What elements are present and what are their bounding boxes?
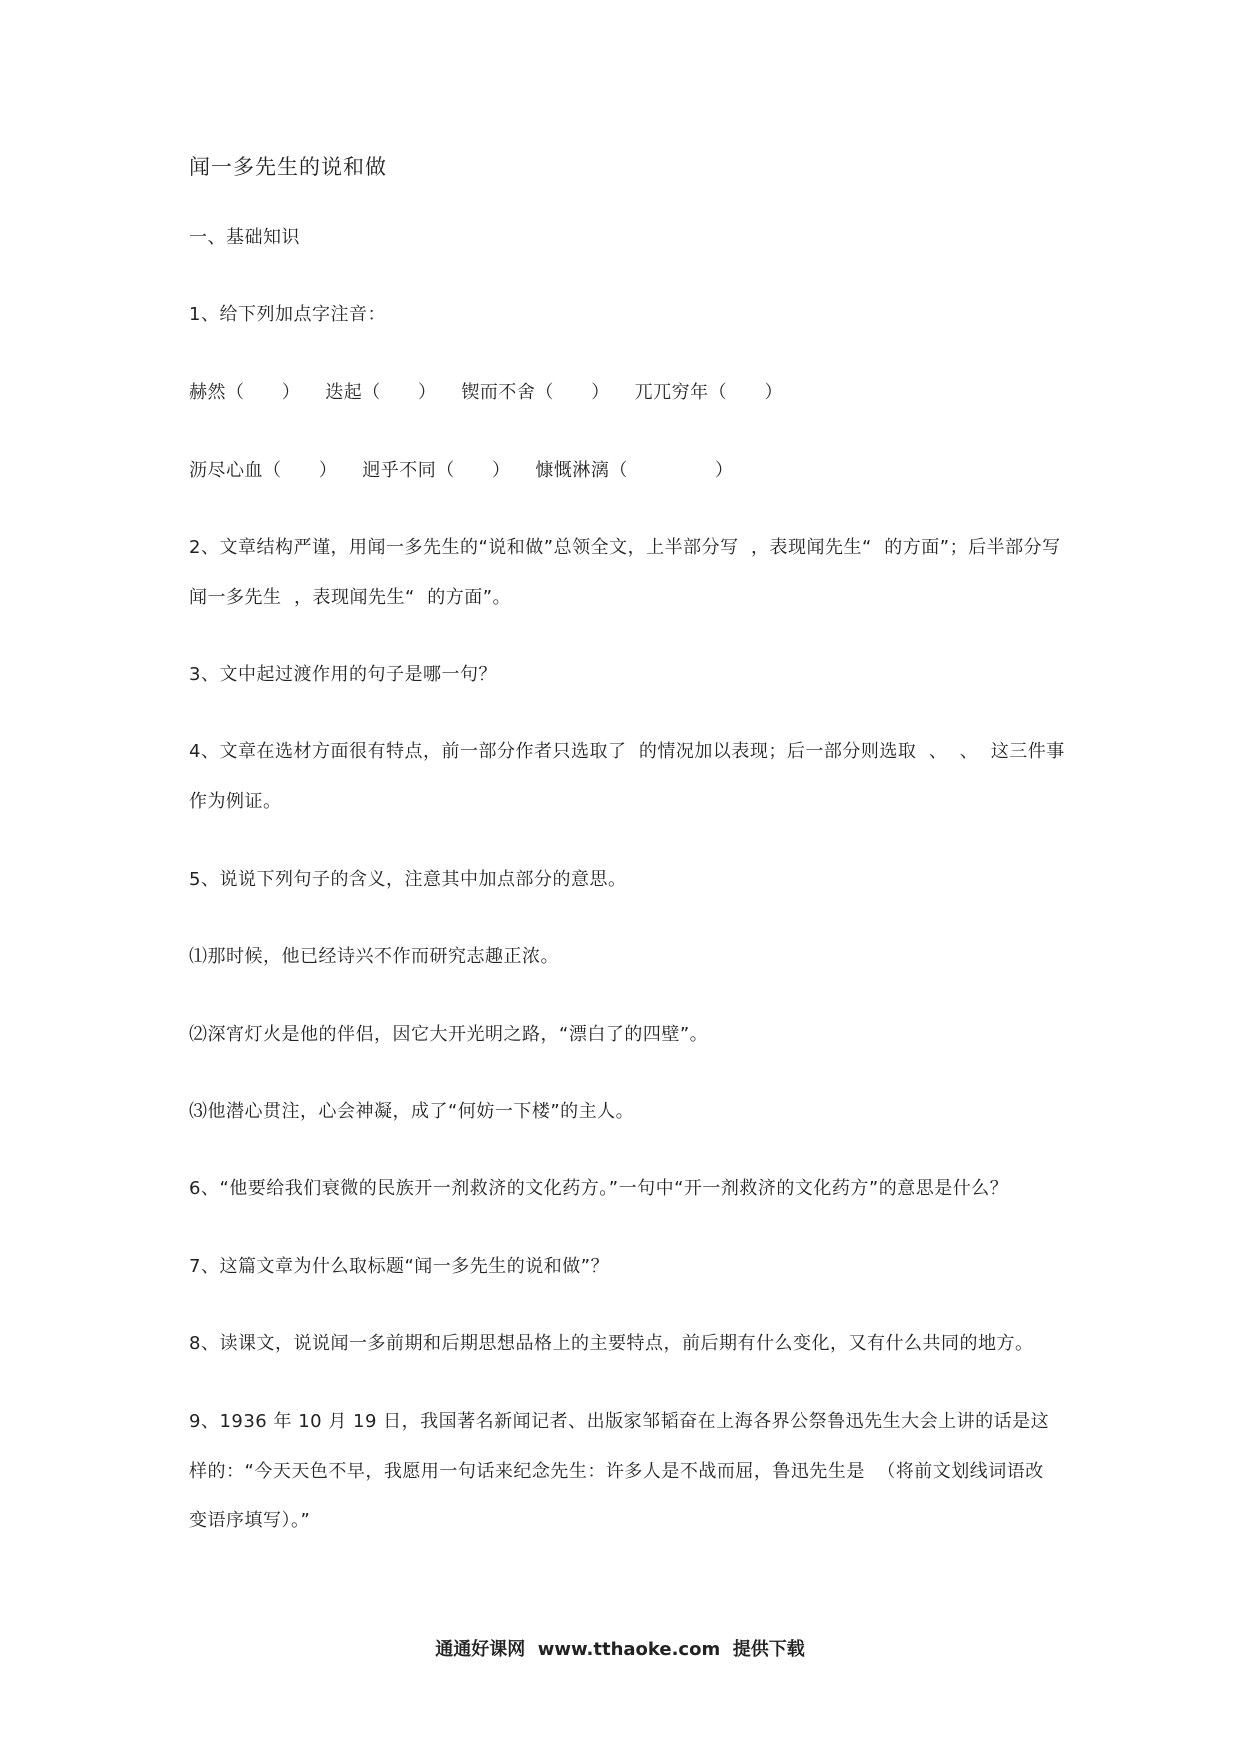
question-1-row-2: 沥尽心血（ ） 迥乎不同（ ） 慷慨淋漓（ ） — [189, 460, 734, 481]
question-6: 6、“他要给我们衰微的民族开一剂救济的文化药方。”一句中“开一剂救济的文化药方”的意思是什么？ — [189, 1178, 1009, 1199]
question-8: 8、读课文，说说闻一多前期和后期思想品格上的主要特点，前后期有什么变化，又有什么共同的地方。 — [189, 1333, 1034, 1354]
question-7: 7、这篇文章为什么取标题“闻一多先生的说和做”？ — [189, 1256, 610, 1277]
question-2-line-2: 闻一多先生 ，表现闻先生“ 的方面”。 — [189, 587, 512, 608]
question-2-line-1: 2、文章结构严谨，用闻一多先生的“说和做”总领全文，上半部分写 ，表现闻先生“ 的方面”；后半部分写 — [189, 537, 1061, 558]
question-4-line-2: 作为例证。 — [189, 791, 282, 812]
question-5-item-2: ⑵深宵灯火是他的伴侣，因它大开光明之路，“漂白了的四壁”。 — [189, 1024, 709, 1045]
question-9-line-3: 变语序填写）。” — [189, 1510, 311, 1531]
question-5-item-1: ⑴那时候，他已经诗兴不作而研究志趣正浓。 — [189, 946, 559, 967]
question-1-prompt: 1、给下列加点字注音： — [189, 304, 386, 325]
section-heading: 一、基础知识 — [189, 227, 300, 248]
page-footer: 通通好课网 www.tthaoke.com 提供下载 — [435, 1639, 805, 1660]
question-9-line-1: 9、1936 年 10 月 19 日，我国著名新闻记者、出版家邹韬奋在上海各界公祭鲁迅先生大会上讲的话是这 — [189, 1411, 1050, 1432]
question-4-line-1: 4、文章在选材方面很有特点，前一部分作者只选取了 的情况加以表现；后一部分则选取 、 、 这三件事 — [189, 741, 1065, 762]
question-5-prompt: 5、说说下列句子的含义，注意其中加点部分的意思。 — [189, 869, 627, 890]
question-3: 3、文中起过渡作用的句子是哪一句？ — [189, 664, 497, 685]
page-title: 闻一多先生的说和做 — [189, 155, 387, 179]
question-9-line-2: 样的：“今天天色不早，我愿用一句话来纪念先生：许多人是不战而屈，鲁迅先生是 （将前文划线词语改 — [189, 1461, 1044, 1482]
question-5-item-3: ⑶他潜心贯注，心会神凝，成了“何妨一下楼”的主人。 — [189, 1101, 635, 1122]
question-1-row-1: 赫然（ ） 迭起（ ） 锲而不舍（ ） 兀兀穷年（ ） — [189, 382, 783, 403]
